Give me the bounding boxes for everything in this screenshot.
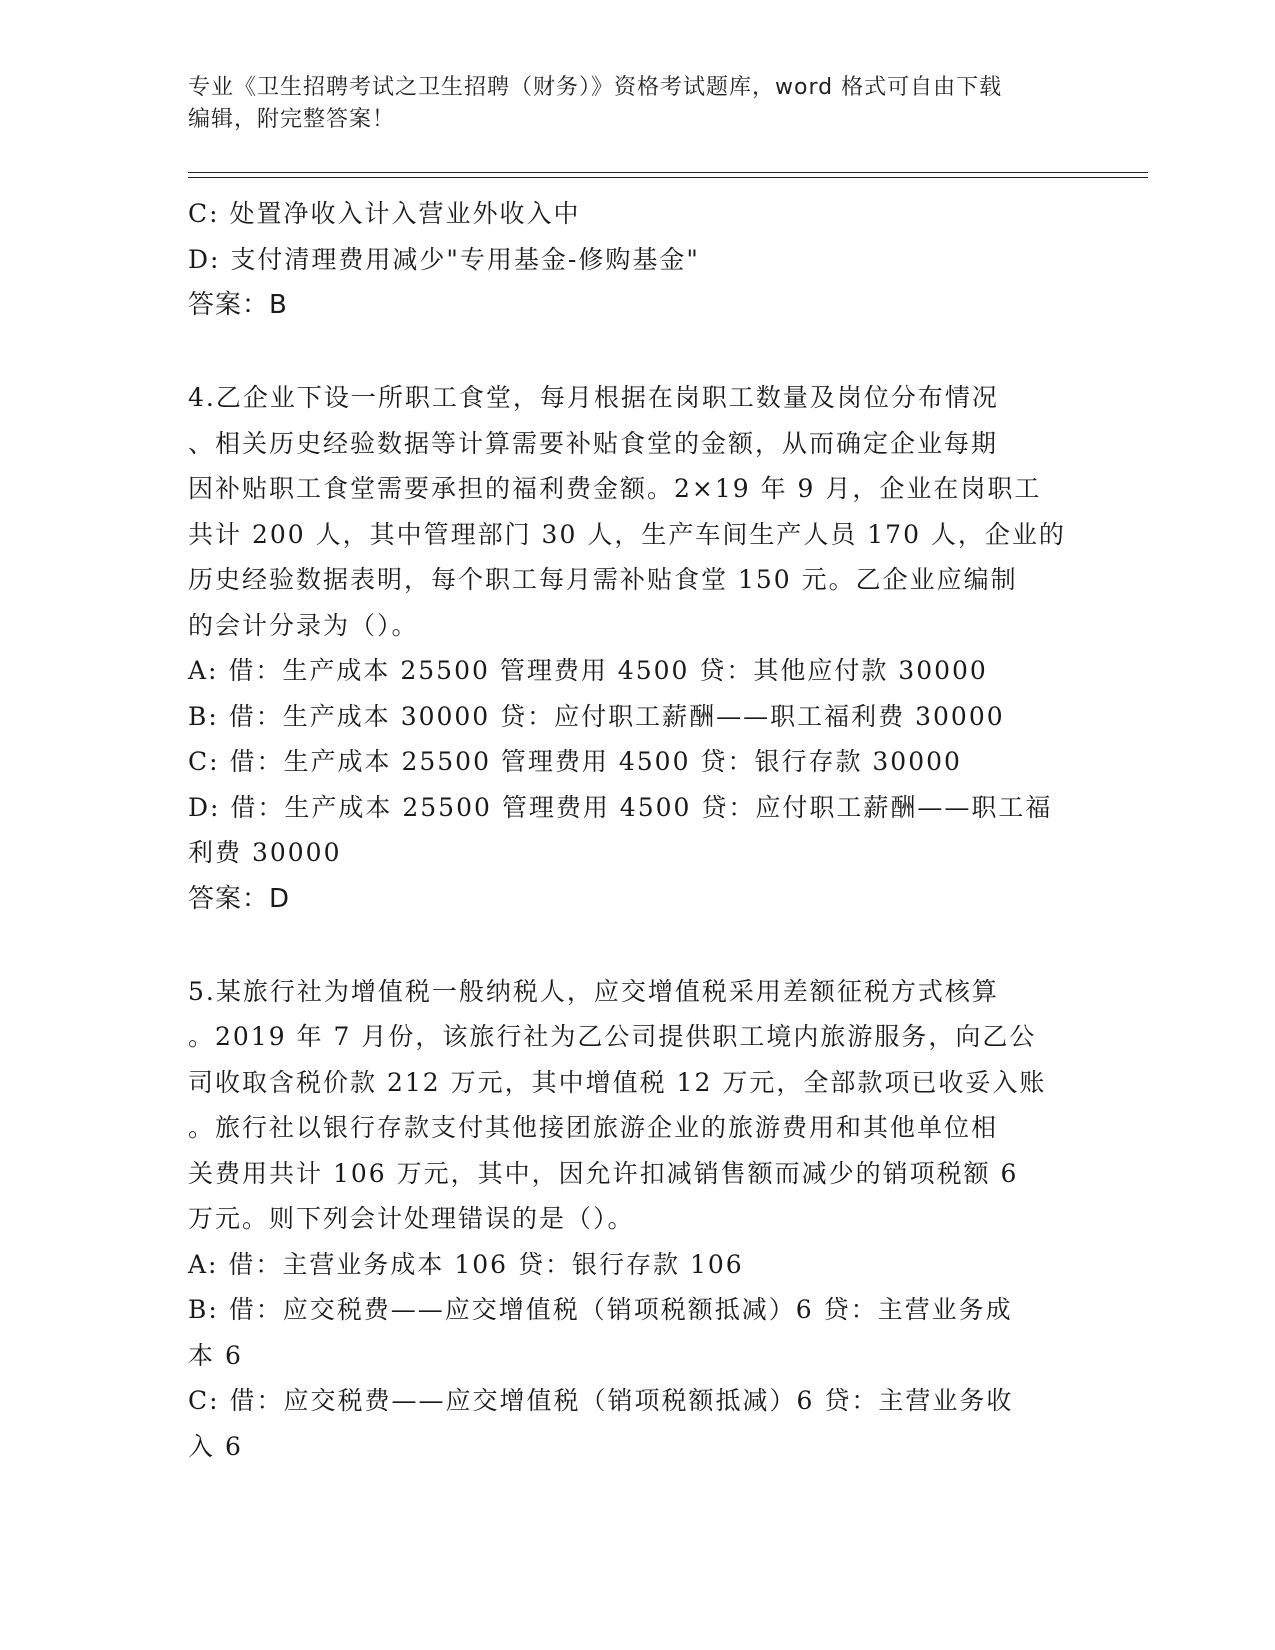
- q5-option-b-cont: 本 6: [188, 1340, 243, 1370]
- q4-stem-line: 的会计分录为（）。: [188, 610, 419, 640]
- q4-option-a: A: 借：生产成本 25500 管理费用 4500 贷：其他应付款 30000: [188, 656, 988, 685]
- q5-stem-line: 司收取含税价款 212 万元，其中增值税 12 万元，全部款项已收妥入账: [188, 1067, 1047, 1097]
- q3-option-d: D: 支付清理费用减少"专用基金-修购基金": [188, 244, 700, 274]
- question-spacer: [188, 922, 1078, 969]
- header-rule-bottom: [188, 177, 1148, 178]
- q4-stem-line: 共计 200 人，其中管理部门 30 人，生产车间生产人员 170 人，企业的: [188, 519, 1066, 549]
- q4-stem-line: 因补贴职工食堂需要承担的福利费金额。2×19 年 9 月，企业在岗职工: [188, 474, 1042, 503]
- q4-option-b: B: 借：生产成本 30000 贷：应付职工薪酬——职工福利费 30000: [188, 701, 1005, 731]
- header-line-1: 专业《卫生招聘考试之卫生招聘（财务）》资格考试题库，word 格式可自由下载: [188, 75, 1003, 100]
- document-body: [188, 191, 1078, 1469]
- q3-answer: 答案：B: [188, 290, 288, 320]
- page-header: [188, 72, 1088, 136]
- q5-stem-line: 。旅行社以银行存款支付其他接团旅游企业的旅游费用和其他单位相: [188, 1113, 999, 1142]
- q5-stem-line: 5.某旅行社为增值税一般纳税人，应交增值税采用差额征税方式核算: [188, 976, 999, 1006]
- question-3-tail: [188, 191, 1078, 328]
- q4-option-d-cont: 利费 30000: [188, 838, 342, 867]
- q5-stem-line: 关费用共计 106 万元，其中，因允许扣减销售额而减少的销项税额 6: [188, 1158, 1019, 1188]
- q4-option-c: C: 借：生产成本 25500 管理费用 4500 贷：银行存款 30000: [188, 747, 962, 776]
- q5-option-c: C: 借：应交税费——应交增值税（销项税额抵减）6 贷：主营业务收: [188, 1386, 1014, 1415]
- header-line-2: 编辑，附完整答案！: [188, 107, 396, 132]
- q4-stem-line: 4.乙企业下设一所职工食堂，每月根据在岗职工数量及岗位分布情况: [188, 383, 999, 412]
- q3-option-c: C: 处置净收入计入营业外收入中: [188, 199, 581, 228]
- header-rule-top: [188, 172, 1148, 173]
- question-5: [188, 969, 1078, 1470]
- q5-option-c-cont: 入 6: [188, 1431, 243, 1461]
- question-spacer: [188, 328, 1078, 375]
- question-4: [188, 375, 1078, 922]
- q4-option-d: D: 借：生产成本 25500 管理费用 4500 贷：应付职工薪酬——职工福: [188, 792, 1053, 822]
- q5-option-a: A: 借：主营业务成本 106 贷：银行存款 106: [188, 1249, 744, 1279]
- q5-stem-line: 万元。则下列会计处理错误的是（）。: [188, 1204, 635, 1233]
- q5-stem-line: 。2019 年 7 月份，该旅行社为乙公司提供职工境内旅游服务，向乙公: [188, 1022, 1037, 1051]
- q4-stem-line: 历史经验数据表明，每个职工每月需补贴食堂 150 元。乙企业应编制: [188, 565, 1018, 594]
- q5-option-b: B: 借：应交税费——应交增值税（销项税额抵减）6 贷：主营业务成: [188, 1295, 1013, 1324]
- q4-answer: 答案：D: [188, 883, 291, 914]
- q4-stem-line: 、相关历史经验数据等计算需要补贴食堂的金额，从而确定企业每期: [188, 428, 999, 458]
